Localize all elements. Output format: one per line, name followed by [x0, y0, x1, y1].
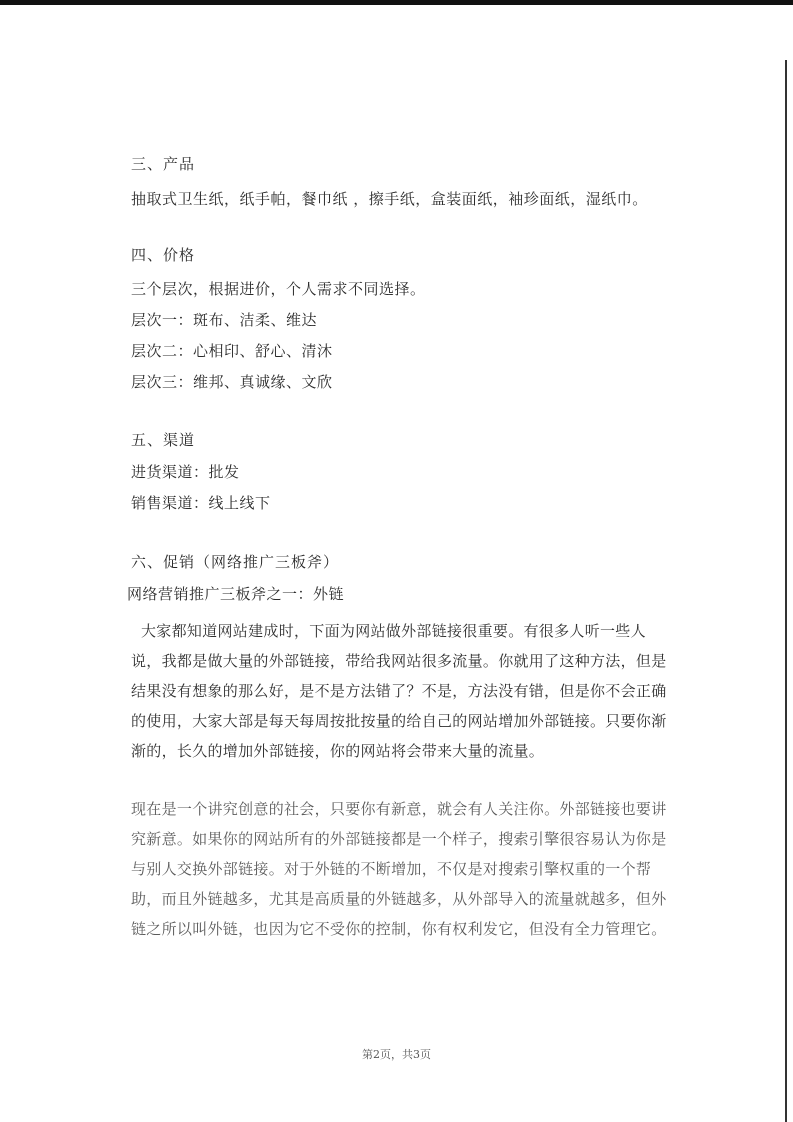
price-level-1: 层次一：斑布、洁柔、维达: [131, 311, 318, 329]
price-level-2: 层次二：心相印、舒心、清沐: [131, 342, 333, 360]
section-heading-product: 三、产品: [131, 155, 196, 173]
section-heading-channel: 五、渠道: [131, 431, 196, 449]
scan-top-edge: [0, 0, 793, 5]
section-heading-promotion: 六、促销（网络推广三板斧）: [131, 553, 340, 571]
page-number-footer: 第2页，共3页: [362, 1048, 431, 1061]
product-list: 抽取式卫生纸，纸手帕，餐巾纸 ，擦手纸，盒装面纸，袖珍面纸，湿纸巾。: [131, 190, 648, 208]
promotion-subheading: 网络营销推广三板斧之一：外链: [127, 585, 345, 603]
channel-purchase: 进货渠道：批发: [131, 463, 240, 481]
channel-sales: 销售渠道：线上线下: [131, 494, 271, 512]
price-intro: 三个层次，根据进价，个人需求不同选择。: [131, 280, 426, 298]
price-level-3: 层次三：维邦、真诚缘、文欣: [131, 373, 333, 391]
paragraph-external-links-1: 大家都知道网站建成时，下面为网站做外部链接很重要。有很多人听一些人说，我都是做大量的外部链接，带给我网站很多流量。你就用了这种方法，但是结果没有想象的那么好，是不是方法错了？不是，方法没有错，但是你不会正确的使用，大家大部是每天每周按批按量的给自己的网站增加外部链接。只要你渐渐的，长久的增加外部链接，你的网站将会带来大量的流量。: [131, 622, 667, 760]
paragraph-external-links-2: 现在是一个讲究创意的社会，只要你有新意，就会有人关注你。外部链接也要讲究新意。如果你的网站所有的外部链接都是一个样子，搜索引擎很容易认为你是与别人交换外部链接。对于外链的不断增加，不仅是对搜索引擎权重的一个帮助，而且外链越多，尤其是高质量的外链越多，从外部导入的流量就越多，但外链之所以叫外链，也因为它不受你的控制，你有权利发它，但没有全力管理它。: [131, 800, 667, 938]
scan-right-edge: [785, 60, 787, 1122]
section-heading-price: 四、价格: [131, 246, 196, 264]
